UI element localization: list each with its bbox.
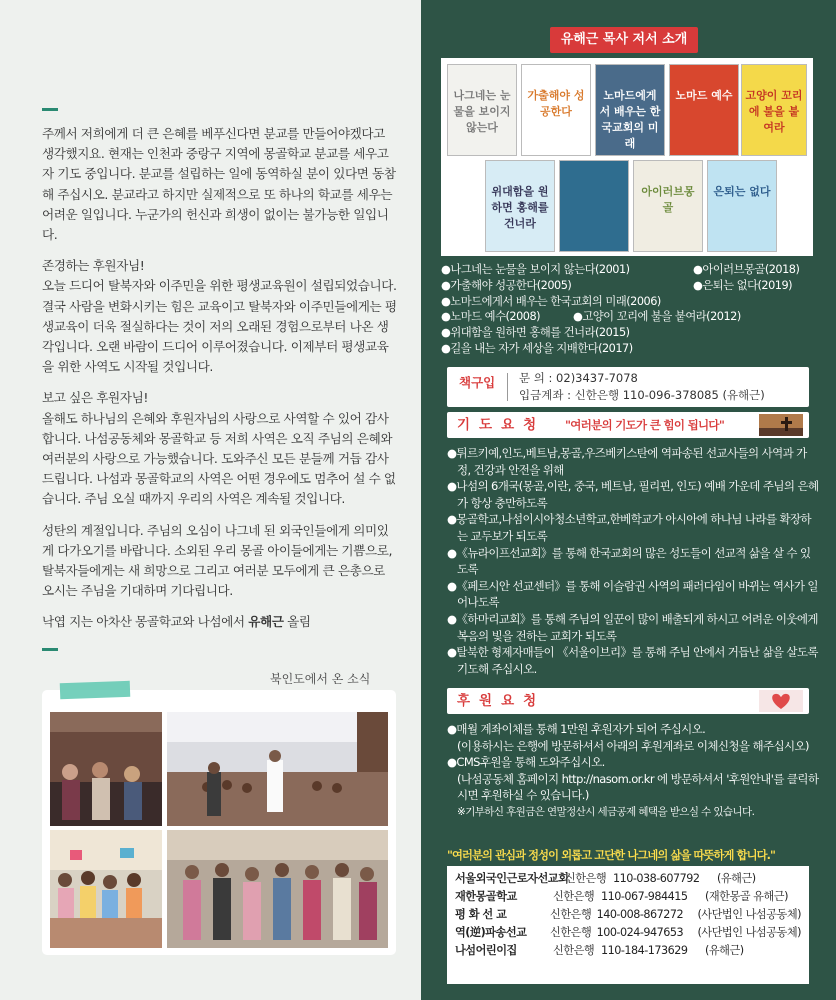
letter-greeting: 존경하는 후원자님! (42, 258, 145, 274)
divider (507, 373, 508, 401)
list-item: ●CMS후원을 통해 도와주십시오. (447, 755, 605, 770)
book-title-text: 위대함을 원하면 홍해를 건너라 (491, 185, 549, 230)
list-item: ●노마드에게서 배우는 한국교회의 미래(2006) (441, 294, 661, 308)
table-row: 재한몽골학교 신한은행 110-067-984415 (재한몽골 유해근) (455, 890, 788, 903)
letter-paragraph: 오늘 드디어 탈북자와 이주민을 위한 평생교육원이 설립되었습니다. 결국 사람을 변화시키는 힘은 교육이고 탈북자와 이주민들에게는 평생교육이 더욱 절실하다는 것이 저의 오래된 경험으로부터 나온 생각입니다. 오랜 바람이 드디어 이루어졌습니다. 이제부터 평생교육을 위한 사역도 시작될 것입니다. (42, 278, 397, 375)
tape-decoration (60, 681, 131, 699)
book-cover[interactable] (447, 64, 517, 156)
table-row: 평 화 선 교 신한은행 140-008-867272 (사단법인 나섬공동체) (455, 908, 801, 921)
support-list (447, 721, 819, 821)
book-order-box (447, 367, 809, 407)
list-item: ●《하마리교회》를 통해 주님의 일꾼이 많이 배출되게 하시고 어려운 이웃에게 복음의 빛을 전하는 교회가 되도록 (447, 611, 818, 643)
photo-children[interactable] (50, 830, 162, 948)
prayer-list (447, 445, 819, 677)
list-item: (나섬공동체 홈페이지 http://nasom.or.kr 에 방문하셔서 '후원안내'를 클릭하시면 후원하실 수 있습니다.) (457, 771, 819, 803)
divider (42, 108, 58, 111)
book-covers (441, 58, 813, 256)
book-title-text: 아이러브몽골 (641, 185, 695, 214)
book-cover[interactable] (707, 160, 777, 252)
support-quote: "여러분의 관심과 정성이 외롭고 고단한 나그네의 삶을 따뜻하게 합니다." (447, 849, 776, 862)
table-row: 역(逆)파송선교 신한은행 100-024-947653 (사단법인 나섬공동체) (455, 926, 801, 939)
prayer-quote: "여러분의 기도가 큰 힘이 됩니다" (565, 418, 725, 432)
support-title: 후원요청 (457, 693, 546, 709)
letter-signature: 낙엽 지는 아차산 몽골학교와 나섬에서 유해근 올림 (42, 614, 311, 630)
book-title-text: 노마드에게서 배우는 한국교회의 미래 (599, 89, 661, 150)
list-item: ●가출해야 성공한다(2005) ●은퇴는 없다(2019) (441, 278, 793, 292)
list-item: (이용하시는 은행에 방문하셔서 아래의 후원계좌로 이체신청을 해주십시오) (457, 738, 809, 753)
list-item: ●위대함을 원하면 홍해를 건너라(2015) (441, 326, 630, 340)
photo-sermon-hall[interactable] (167, 712, 388, 826)
book-title-text: 가출해야 성공한다 (527, 89, 585, 118)
letter-greeting: 보고 싶은 후원자님! (42, 390, 148, 406)
book-title-text: 나그네는 눈물을 보이지 않는다 (453, 89, 511, 134)
order-phone[interactable]: 문 의 : 02)3437-7078 (519, 371, 638, 385)
letter-paragraph: 올해도 하나님의 은혜와 후원자님의 사랑으로 사역할 수 있어 감사합니다. 나섬공동체와 몽골학교 등 저희 사역은 오직 주님의 은혜와 여러분의 사랑으로 가능했습니다. 도와주신 모든 분들께 거듭 감사드립니다. 나섬과 몽골학교의 사역은 어떤 경우에도 멈추어 설 수 없습니다. 주님 오실 때까지 우리의 사역은 계속될 것입니다. (42, 410, 396, 507)
photo-congregation[interactable] (50, 712, 162, 826)
order-info (519, 370, 765, 404)
order-account: 입금계좌 : 신한은행 110-096-378085 (유해근) (519, 388, 765, 402)
support-section-header (447, 688, 809, 714)
photo-group[interactable] (167, 830, 388, 948)
book-cover[interactable] (669, 64, 739, 156)
list-item: ●매월 계좌이체를 통해 1만원 후원자가 되어 주십시오. (447, 722, 706, 736)
list-item: ●나섬의 6개국(몽골,이란, 중국, 베트남, 필리핀, 인도) 예배 가운데 주님의 은혜가 항상 충만하도록 (447, 479, 819, 510)
book-title-text: 은퇴는 없다 (713, 185, 771, 198)
books-section-title: 유해근 목사 저서 소개 (550, 27, 698, 53)
book-cover[interactable] (485, 160, 555, 252)
prayer-title: 기도요청 (457, 417, 546, 433)
list-item: ●《페르시안 선교센터》를 통해 이슬람권 사역의 패러다임이 바뀌는 역사가 일어나도록 (447, 578, 818, 610)
book-cover[interactable] (521, 64, 591, 156)
table-row: 나섬어린이집 신한은행 110-184-173629 (유해근) (455, 944, 744, 957)
list-item: ●튀르키예,인도,베트남,몽골,우즈베키스탄에 역파송된 선교사들의 사역과 가정, 건강과 안전을 위해 (447, 446, 807, 477)
list-item: ●나그네는 눈물을 보이지 않는다(2001) ●아이러브몽골(2018) (441, 263, 800, 276)
photo-section-title: 북인도에서 온 소식 (270, 672, 371, 686)
book-title-text: 고양이 꼬리에 불을 붙여라 (745, 89, 803, 134)
book-cover[interactable] (741, 64, 807, 156)
list-item: ●《뉴라이프선교회》를 통해 한국교회의 많은 성도들이 선교적 삶을 살 수 있도록 (447, 545, 811, 577)
list-item: ●몽골학교,나섬이시아청소년학교,한베학교가 아시아에 하나님 나라를 확장하는 교두보가 되도록 (447, 512, 812, 543)
letter-body (42, 124, 397, 644)
list-item: ●길을 내는 자가 세상을 지배한다(2017) (441, 341, 633, 355)
prayer-section-header (447, 412, 809, 438)
divider (42, 648, 58, 651)
book-cover[interactable] (595, 64, 665, 156)
book-cover[interactable] (633, 160, 703, 252)
book-list (441, 262, 821, 357)
letter-paragraph: 주께서 저희에게 더 큰 은혜를 베푸신다면 분교를 만들어야겠다고 생각했지요. 현재는 인천과 중랑구 지역에 몽골학교 분교를 세우고자 기도 중입니다. 분교를 설립하는 일에 동역하실 분이 있다면 동참해 주십시오. 분교라고 하지만 실제적으로 또 하나의 학교를 세우는 어려운 일입니다. 누군가의 헌신과 희생이 없이는 불가능한 일입니다. (42, 126, 396, 243)
signature-name: 유해근 (248, 614, 284, 630)
order-label: 책구입 (459, 375, 496, 390)
list-item: ●노마드 예수(2008) ●고양이 꼬리에 불을 붙여라(2012) (441, 310, 741, 324)
table-row: 서울외국인근로자선교회 신한은행 110-038-607792 (유해근) (455, 872, 756, 885)
cross-icon (759, 414, 803, 436)
book-title-text: 노마드 예수 (675, 89, 733, 102)
tax-note: ※기부하신 후원금은 연말정산시 세금공제 혜택을 받으실 수 있습니다. (457, 805, 755, 818)
heart-icon (759, 690, 803, 712)
bank-accounts-table (447, 866, 809, 984)
list-item: ●탈북한 형제자매들이 《서울이브리》를 통해 주님 안에서 거듭난 삶을 살도록 기도해 주십시오. (447, 645, 818, 676)
book-cover[interactable] (559, 160, 629, 252)
letter-paragraph: 성탄의 계절입니다. 주님의 오심이 나그네 된 외국인들에게 의미있게 다가오기를 바랍니다. 소외된 우리 몽골 아이들에게는 기쁨으로, 탈북자들에게는 새 희망으로 그리고 여러분 모두에게 큰 은총으로 오시는 주님을 기대하며 기다립니다. (42, 522, 393, 599)
